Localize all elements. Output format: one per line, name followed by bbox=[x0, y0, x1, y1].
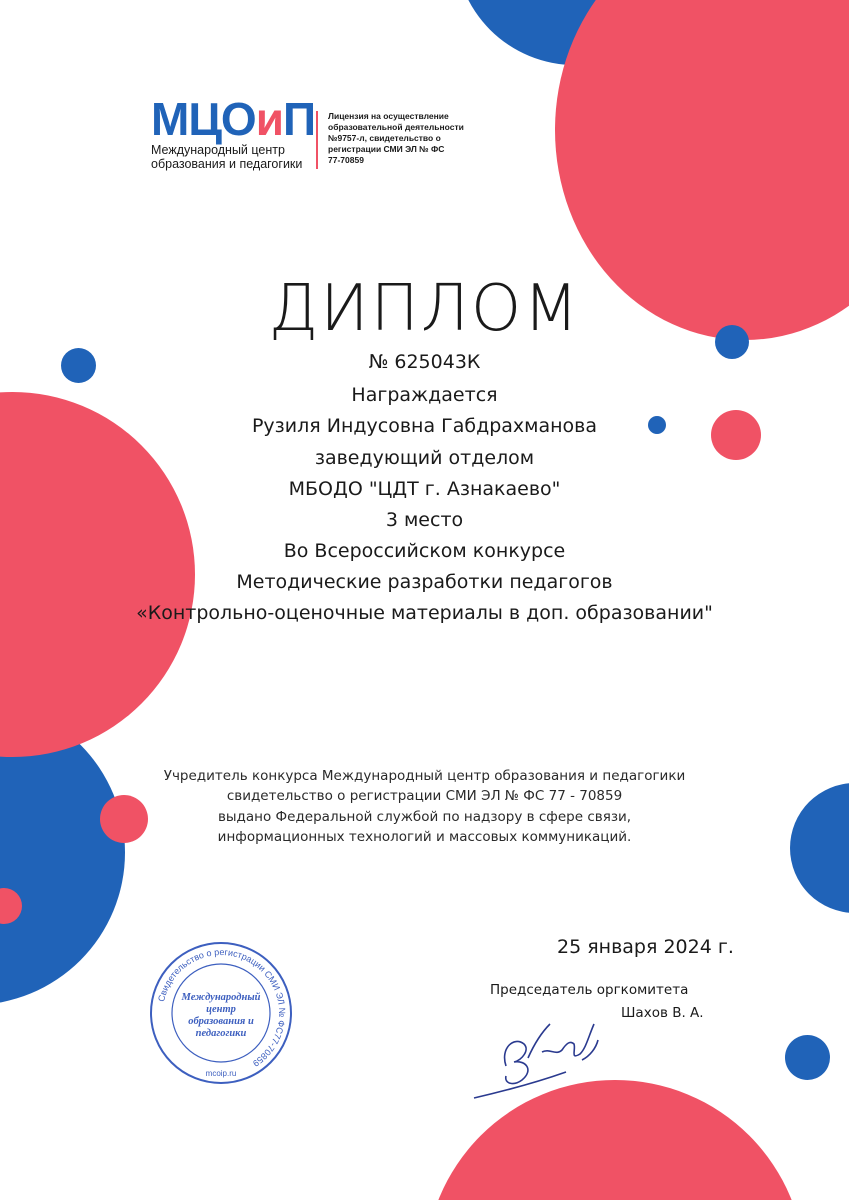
work-title: «Контрольно-оценочные материалы в доп. образовании" bbox=[136, 602, 713, 624]
organization-stamp bbox=[148, 940, 294, 1086]
contest-name: Во Всероссийском конкурсе bbox=[283, 540, 566, 562]
footer-line: информационных технологий и массовых коммуникаций. bbox=[217, 829, 632, 845]
awarded-label: Награждается bbox=[351, 384, 498, 406]
license-line: Лицензия на осуществление bbox=[328, 111, 449, 121]
stamp-center-line4: педагогики bbox=[195, 1028, 247, 1039]
logo bbox=[151, 93, 316, 145]
decor-dot-blue-bottom-right bbox=[785, 1035, 830, 1080]
recipient-name: Рузиля Индусовна Габдрахманова bbox=[251, 415, 598, 437]
stamp-site: mcoip.ru bbox=[205, 1069, 237, 1078]
handwritten-signature bbox=[470, 1000, 620, 1110]
diploma-number: № 625043К bbox=[368, 351, 481, 373]
chair-title: Председатель оргкомитета bbox=[490, 982, 689, 998]
license-line: регистрации СМИ ЭЛ № ФС bbox=[328, 144, 445, 154]
recipient-position: заведующий отделом bbox=[314, 447, 535, 469]
footer-line: Учредитель конкурса Международный центр образования и педагогики bbox=[163, 768, 686, 784]
recipient-organization: МБОДО "ЦДТ г. Азнакаево" bbox=[288, 478, 561, 500]
logo-name-line2: образования и педагогики bbox=[151, 157, 303, 171]
logo-mark-part1: МЦО bbox=[151, 93, 256, 145]
license-line: №9757-л, свидетельство о bbox=[328, 133, 441, 143]
logo-name-line1: Международный центр bbox=[151, 143, 285, 157]
stamp-center-line2: центр bbox=[206, 1004, 236, 1015]
footer-line: свидетельство о регистрации СМИ ЭЛ № ФС 77 - 70859 bbox=[226, 788, 623, 804]
logo-mark-part2: и bbox=[255, 93, 283, 145]
stamp-ring-text: Свидетельство о регистрации СМИ ЭЛ № ФС77-70859 bbox=[156, 946, 288, 1069]
contest-category: Методические разработки педагогов bbox=[236, 571, 613, 593]
license-line: образовательной деятельности bbox=[328, 122, 464, 132]
license-line: 77-70859 bbox=[328, 155, 364, 165]
award-place: 3 место bbox=[385, 509, 464, 531]
chair-name: Шахов В. А. bbox=[621, 1005, 704, 1021]
logo-mark-part3: П bbox=[282, 93, 316, 145]
issue-date: 25 января 2024 г. bbox=[557, 936, 734, 958]
footer-line: выдано Федеральной службой по надзору в сфере связи, bbox=[217, 809, 632, 825]
stamp-center-line3: образования и bbox=[188, 1016, 254, 1027]
license-info bbox=[328, 111, 498, 166]
logo-org-name bbox=[151, 143, 302, 171]
diploma-title: ДИПЛОМ bbox=[268, 272, 581, 346]
logo-divider bbox=[316, 111, 318, 169]
stamp-center-line1: Международный bbox=[181, 992, 261, 1003]
